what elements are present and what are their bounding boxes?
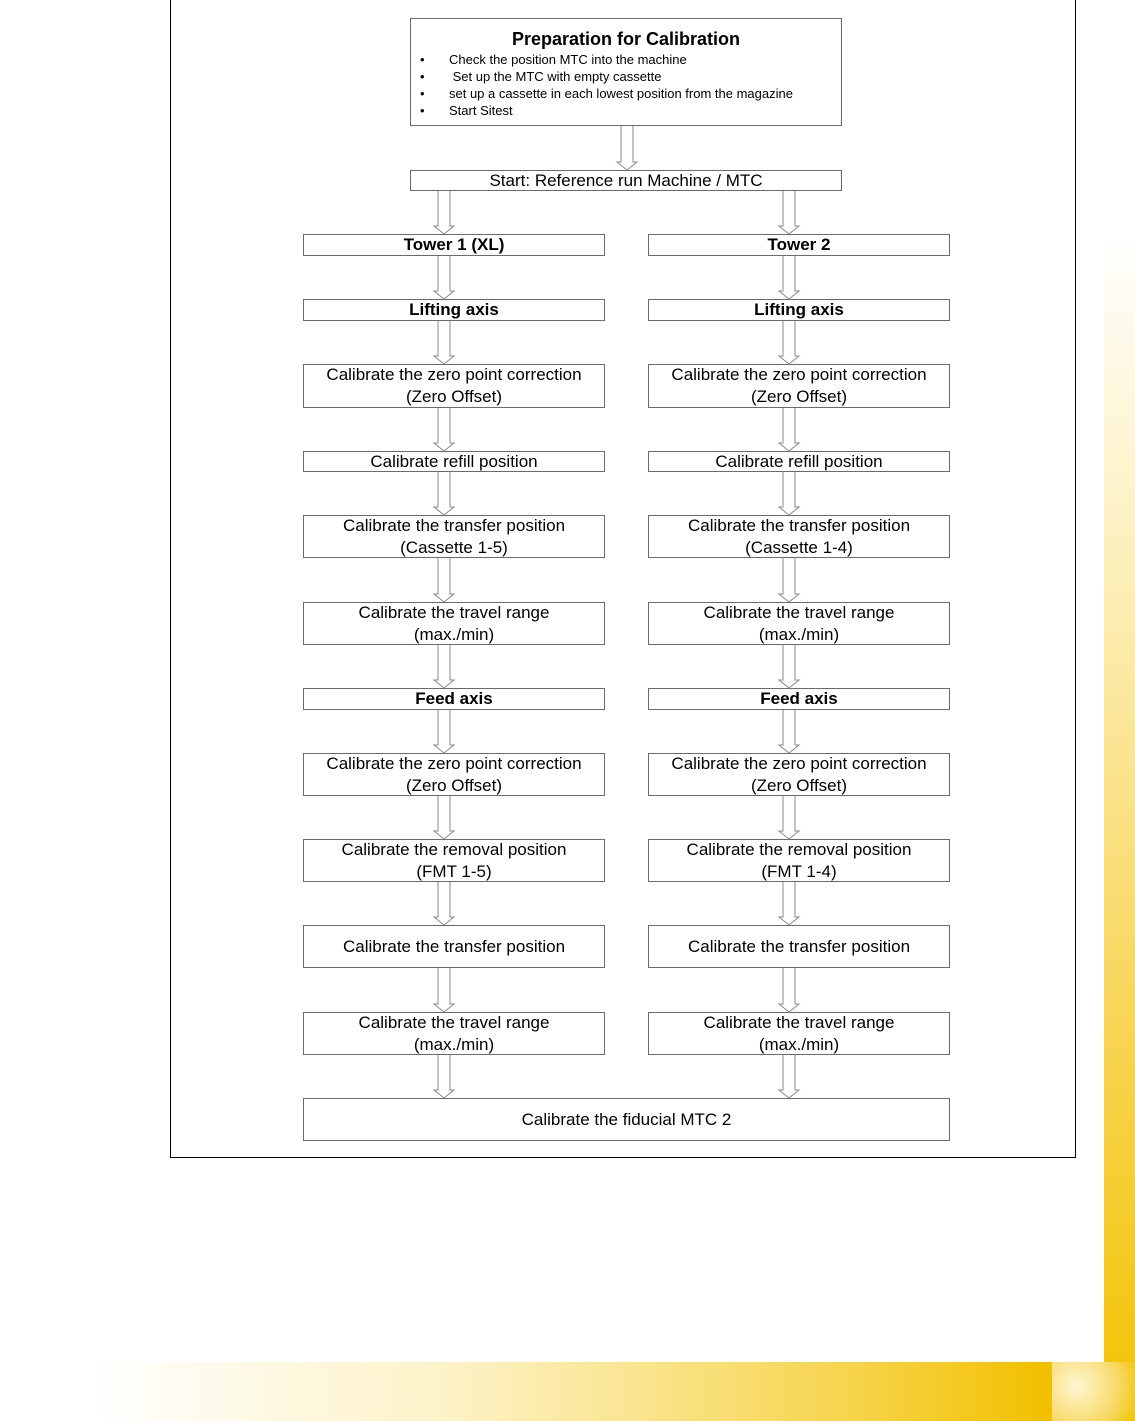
- flow-arrow-icon: [434, 882, 454, 925]
- flow-arrow-icon: [434, 256, 454, 299]
- preparation-item: • Start Sitest: [420, 103, 513, 118]
- preparation-item: • set up a cassette in each lowest position from the magazine: [420, 86, 793, 101]
- flow-arrow-icon: [779, 1055, 799, 1098]
- tower-2-header: Tower 2: [648, 234, 950, 256]
- flow-arrow-icon: [434, 558, 454, 602]
- preparation-box: [410, 18, 842, 126]
- tower-1-lifting-axis-header: Lifting axis: [303, 299, 605, 321]
- tower-2-removal-position: Calibrate the removal position (FMT 1-4): [648, 839, 950, 882]
- bullet-icon: •: [420, 86, 425, 101]
- flow-arrow-icon: [779, 710, 799, 753]
- bullet-icon: •: [420, 103, 425, 118]
- tower-2-lifting-travel-range: Calibrate the travel range (max./min): [648, 602, 950, 645]
- flow-arrow-icon: [434, 796, 454, 839]
- flow-arrow-icon: [779, 191, 799, 234]
- preparation-item: • Check the position MTC into the machine: [420, 52, 687, 67]
- flow-arrow-icon: [779, 968, 799, 1012]
- preparation-title: Preparation for Calibration: [511, 29, 741, 49]
- flow-arrow-icon: [779, 645, 799, 688]
- tower-1-lifting-zero-offset: Calibrate the zero point correction (Zero Offset): [303, 364, 605, 408]
- tower-1-lifting-travel-range: Calibrate the travel range (max./min): [303, 602, 605, 645]
- flow-arrow-icon: [434, 710, 454, 753]
- flow-arrow-icon: [434, 191, 454, 234]
- flow-arrow-icon: [434, 968, 454, 1012]
- decorative-yellow-corner: [1052, 1362, 1135, 1421]
- tower-1-feed-zero-offset: Calibrate the zero point correction (Zero Offset): [303, 753, 605, 796]
- tower-1-transfer-position-cassette: Calibrate the transfer position (Cassette 1-5): [303, 515, 605, 558]
- decorative-yellow-bottom-bar: [0, 1362, 1135, 1421]
- flow-arrow-icon: [779, 882, 799, 925]
- tower-2-feed-axis-header: Feed axis: [648, 688, 950, 710]
- flow-arrow-icon: [779, 472, 799, 515]
- tower-1-feed-transfer-position: Calibrate the transfer position: [303, 925, 605, 968]
- tower-2-feed-transfer-position: Calibrate the transfer position: [648, 925, 950, 968]
- fiducial-calibration-box: Calibrate the fiducial MTC 2: [303, 1098, 950, 1141]
- tower-2-lifting-zero-offset: Calibrate the zero point correction (Zero Offset): [648, 364, 950, 408]
- decorative-yellow-side-bar: [1104, 232, 1135, 1421]
- tower-1-refill-position: Calibrate refill position: [303, 451, 605, 472]
- flow-arrow-icon: [617, 126, 637, 170]
- tower-1-header: Tower 1 (XL): [303, 234, 605, 256]
- flow-arrow-icon: [434, 1055, 454, 1098]
- flow-arrow-icon: [779, 256, 799, 299]
- bullet-icon: •: [420, 52, 425, 67]
- flow-arrow-icon: [434, 472, 454, 515]
- start-reference-run-box: Start: Reference run Machine / MTC: [410, 170, 842, 191]
- tower-2-feed-travel-range: Calibrate the travel range (max./min): [648, 1012, 950, 1055]
- flow-arrow-icon: [779, 558, 799, 602]
- tower-1-feed-travel-range: Calibrate the travel range (max./min): [303, 1012, 605, 1055]
- flow-arrow-icon: [434, 408, 454, 451]
- flow-arrow-icon: [779, 321, 799, 364]
- tower-1-feed-axis-header: Feed axis: [303, 688, 605, 710]
- bullet-icon: •: [420, 69, 425, 84]
- tower-2-refill-position: Calibrate refill position: [648, 451, 950, 472]
- tower-1-removal-position: Calibrate the removal position (FMT 1-5): [303, 839, 605, 882]
- flow-arrow-icon: [434, 321, 454, 364]
- tower-2-feed-zero-offset: Calibrate the zero point correction (Zero Offset): [648, 753, 950, 796]
- tower-2-transfer-position-cassette: Calibrate the transfer position (Cassette 1-4): [648, 515, 950, 558]
- flow-arrow-icon: [779, 408, 799, 451]
- flow-arrow-icon: [434, 645, 454, 688]
- preparation-item: • Set up the MTC with empty cassette: [420, 69, 662, 84]
- preparation-list: [411, 51, 841, 119]
- tower-2-lifting-axis-header: Lifting axis: [648, 299, 950, 321]
- flow-arrow-icon: [779, 796, 799, 839]
